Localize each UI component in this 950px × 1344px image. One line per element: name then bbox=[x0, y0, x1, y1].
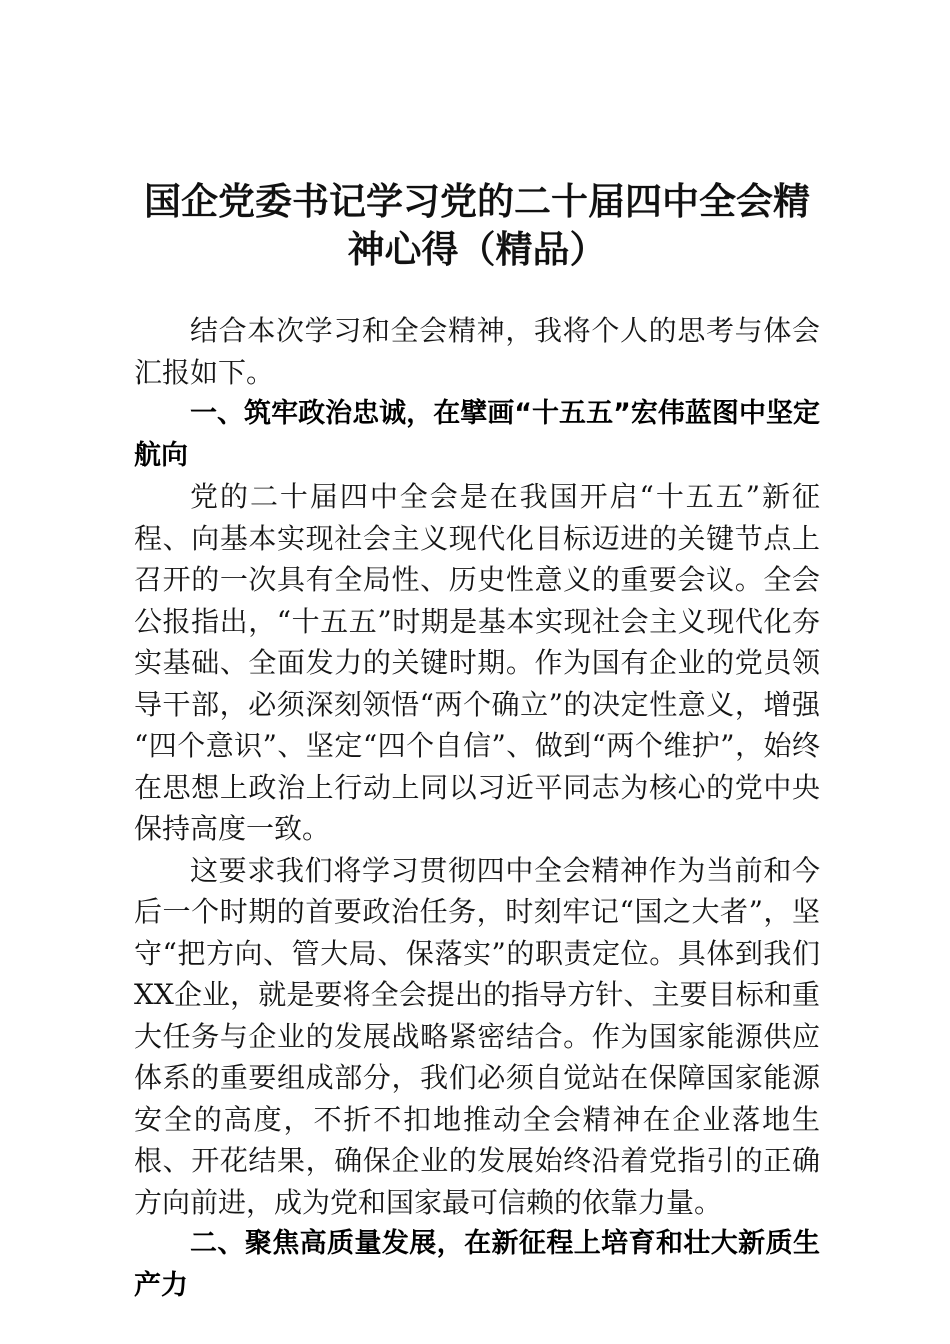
intro-paragraph: 结合本次学习和全会精神，我将个人的思考与体会汇报如下。 bbox=[134, 314, 820, 389]
section-heading-1: 一、筑牢政治忠诚，在擘画“十五五”宏伟蓝图中坚定航向 bbox=[134, 398, 820, 471]
section-1-paragraph-1: 党的二十届四中全会是在我国开启“十五五”新征程、向基本实现社会主义现代化目标迈进的关键节点上召开的一次具有全局性、历史性意义的重要会议。全会公报指出，“十五五”时期是基本实现社会主义现代化夯实基础、全面发力的关键时期。作为国有企业的党员领导干部，必须深刻领悟“两个确立”的决定性意义，增强“四个意识”、坚定“四个自信”、做到“两个维护”，始终在思想上政治上行动上同以习近平同志为核心的党中央保持高度一致。 bbox=[134, 480, 820, 845]
page-title: 国企党委书记学习党的二十届四中全会精神心得（精品） bbox=[144, 180, 810, 271]
document-body bbox=[134, 310, 820, 1306]
section-heading-2: 二、聚焦高质量发展，在新征程上培育和壮大新质生产力 bbox=[134, 1228, 820, 1301]
section-1-paragraph-2: 这要求我们将学习贯彻四中全会精神作为当前和今后一个时期的首要政治任务，时刻牢记“国之大者”，坚守“把方向、管大局、保落实”的职责定位。具体到我们XX企业，就是要将全会提出的指导方针、主要目标和重大任务与企业的发展战略紧密结合。作为国家能源供应体系的重要组成部分，我们必须自觉站在保障国家能源安全的高度，不折不扣地推动全会精神在企业落地生根、开花结果，确保企业的发展始终沿着党指引的正确方向前进，成为党和国家最可信赖的依靠力量。 bbox=[134, 853, 820, 1219]
